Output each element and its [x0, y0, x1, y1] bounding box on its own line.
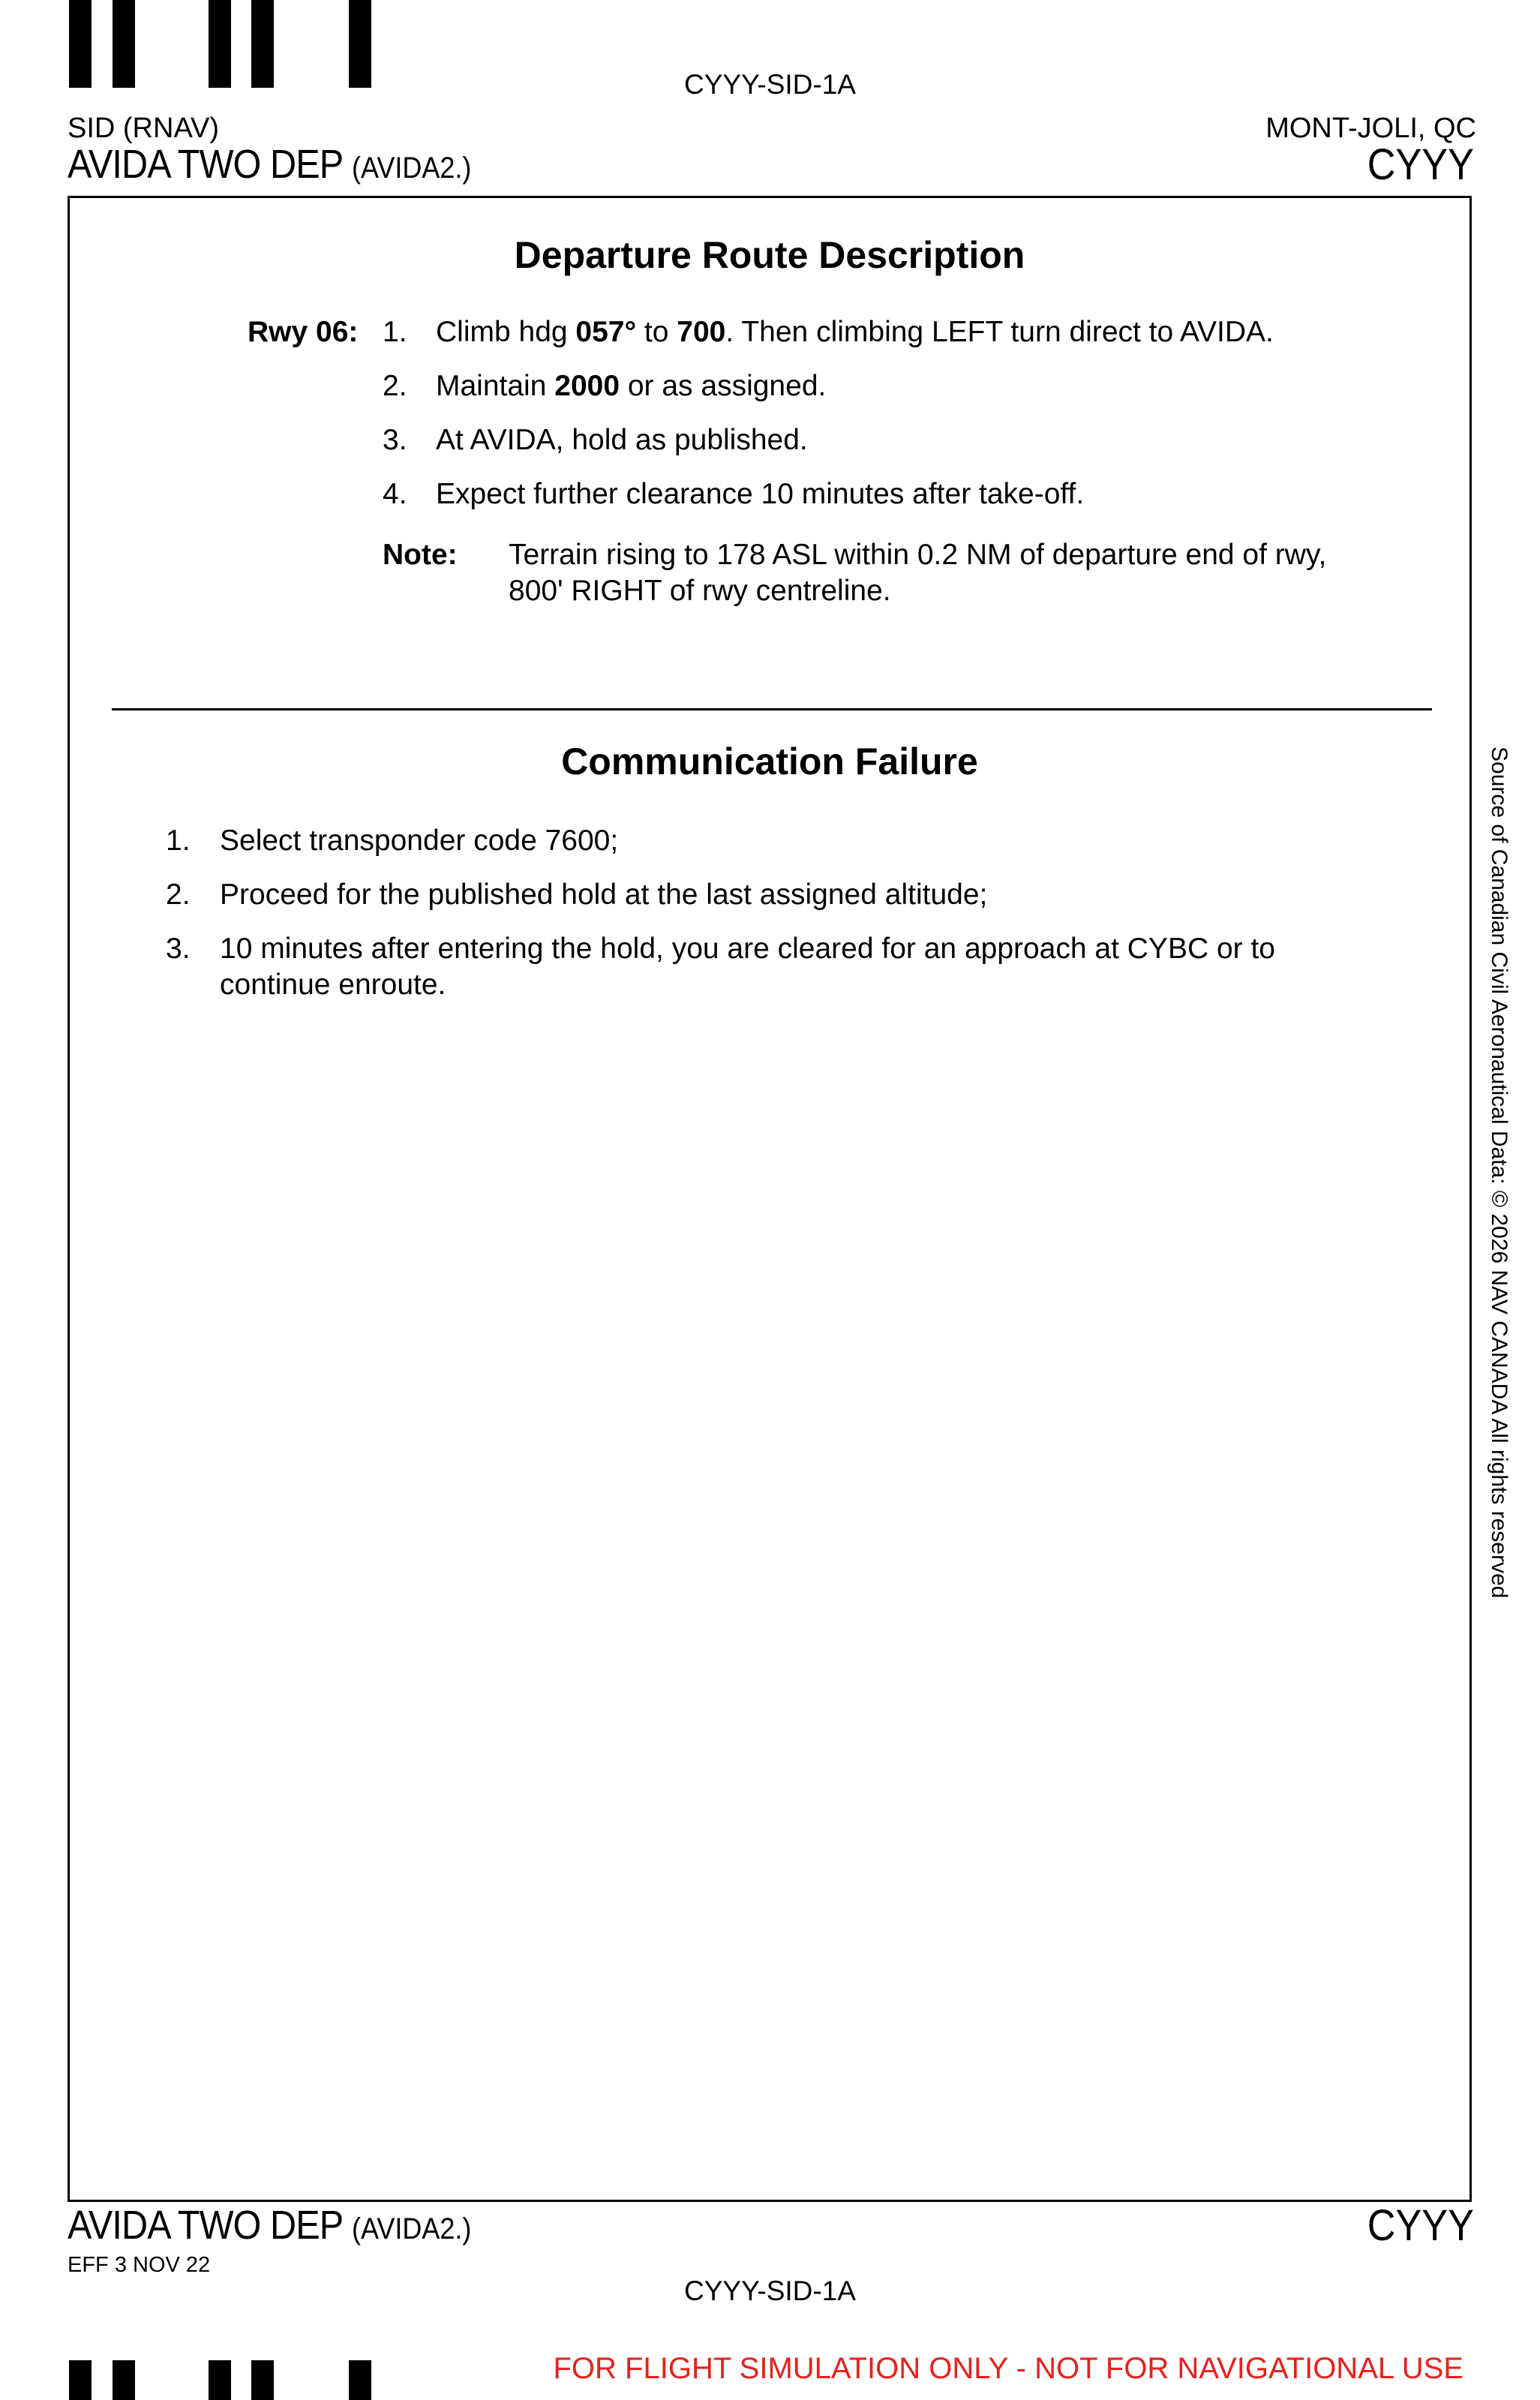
step-value-bold: 057°	[575, 316, 637, 348]
index-bar	[69, 2360, 92, 2400]
chart-location: MONT-JOLI, QC	[1265, 113, 1476, 144]
chart-id-top: CYYY-SID-1A	[684, 69, 856, 100]
step-number: 1.	[383, 316, 407, 348]
departure-title: Departure Route Description	[514, 234, 1025, 276]
note-line: Terrain rising to 178 ASL within 0.2 NM of departure end of rwy,	[509, 539, 1327, 571]
step-text-part: or as assigned.	[620, 370, 827, 402]
airport-id-bottom: CYYY	[1367, 2201, 1474, 2250]
step-text	[436, 314, 1274, 350]
chart-id-bottom: CYYY-SID-1A	[684, 2275, 856, 2306]
runway-label: Rwy 06:	[248, 316, 359, 348]
effective-date: EFF 3 NOV 22	[68, 2253, 211, 2277]
step-text-part: Climb hdg	[436, 316, 576, 348]
data-source-note: Source of Canadian Civil Aeronautical Data: © 2026 NAV CANADA All rights reserved	[1487, 746, 1511, 1599]
comm-item-text: continue enroute.	[220, 969, 446, 1001]
step-text-part: At AVIDA, hold as published.	[436, 424, 808, 456]
note-label: Note:	[383, 539, 458, 571]
procedure-name: AVIDA TWO DEP	[68, 142, 343, 187]
comm-item-text: Proceed for the published hold at the last assigned altitude;	[220, 879, 988, 911]
step-number: 2.	[383, 370, 407, 402]
step-text	[436, 368, 826, 404]
content-frame	[68, 196, 1472, 2202]
chart-type: SID (RNAV)	[68, 113, 219, 144]
comm-item-number: 2.	[166, 879, 191, 911]
comm-item-text: 10 minutes after entering the hold, you are cleared for an approach at CYBC or to	[220, 933, 1275, 965]
step-value-bold: 2000	[554, 370, 620, 402]
index-bar	[251, 2360, 274, 2400]
step-number: 4.	[383, 478, 407, 510]
procedure-title-bottom	[68, 2202, 516, 2248]
procedure-title-top	[68, 141, 516, 188]
index-bar	[113, 2360, 135, 2400]
index-bar	[349, 2360, 371, 2400]
procedure-code: (AVIDA2.)	[352, 2212, 472, 2245]
procedure-code: (AVIDA2.)	[352, 152, 472, 185]
note-line: 800' RIGHT of rwy centreline.	[509, 575, 891, 607]
step-value-bold: 700	[677, 316, 726, 348]
step-text-part: Maintain	[436, 370, 555, 402]
comm-failure-title: Communication Failure	[561, 740, 978, 782]
section-divider	[112, 708, 1432, 710]
procedure-name: AVIDA TWO DEP	[68, 2203, 343, 2248]
step-text	[436, 476, 1084, 512]
comm-item-number: 3.	[166, 933, 191, 965]
step-number: 3.	[383, 424, 407, 456]
simulation-warning: FOR FLIGHT SIMULATION ONLY - NOT FOR NAVIGATIONAL USE	[553, 2352, 1463, 2385]
step-text-part: . Then climbing LEFT turn direct to AVIDA.	[725, 316, 1274, 348]
index-bar	[209, 2360, 231, 2400]
comm-item-text: Select transponder code 7600;	[220, 825, 619, 857]
comm-item-number: 1.	[166, 825, 191, 857]
step-text	[436, 422, 808, 458]
step-text-part: to	[636, 316, 677, 348]
airport-id-top: CYYY	[1367, 140, 1474, 189]
step-text-part: Expect further clearance 10 minutes after take-off.	[436, 478, 1085, 510]
